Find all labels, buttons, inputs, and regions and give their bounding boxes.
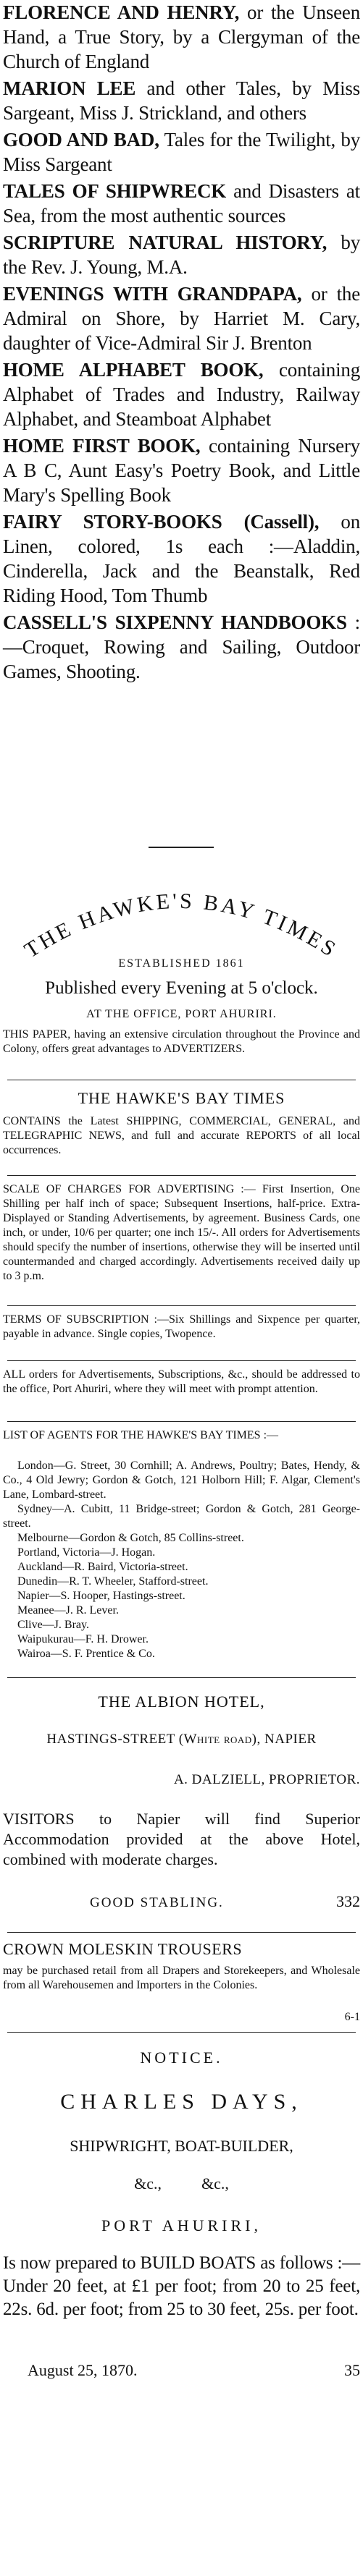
moleskin-ref: 6-1 bbox=[344, 2011, 360, 2023]
days-etc: &c., &c., bbox=[134, 2174, 229, 2192]
paper-note: THIS PAPER, having an extensive circulation throughout the Province and Colony, offers great advantages to ADVERTIZERS. bbox=[3, 1028, 360, 1055]
days-date: August 25, 1870. bbox=[28, 2361, 138, 2379]
agent-item: Waipukurau—F. H. Drower. bbox=[17, 1633, 149, 1645]
established-line: ESTABLISHED 1861 bbox=[118, 957, 245, 970]
divider bbox=[7, 2032, 356, 2033]
agent-item: Dunedin—R. T. Wheeler, Stafford-street. bbox=[17, 1575, 209, 1588]
svg-text:THE HAWKE'S BAY TIMES bbox=[20, 889, 342, 962]
agents-title: LIST OF AGENTS FOR THE HAWKE'S BAY TIMES :— bbox=[3, 1429, 279, 1441]
days-ref: 35 bbox=[344, 2361, 360, 2379]
times-box-title: THE HAWKE'S BAY TIMES bbox=[78, 1089, 285, 1107]
agent-item: London—G. Street, 30 Cornhill; A. Andrews, Poultry; Bates, Hendy, & Co., 4 Old Jewry; Gordon & Gotch, 121 Holborn Hill; F. Algar, Clement's Lane, Lombard-street. bbox=[3, 1459, 360, 1501]
moleskin-body: may be purchased retail from all Drapers and Storekeepers, and Wholesale from all Warehousemen and Importers in the Colonies. bbox=[3, 1965, 360, 1991]
book-item: FAIRY STORY-BOOKS (Cassell), on Linen, colored, 1s each :—Aladdin, Cinderella, Jack and the Beanstalk, Red Riding Hood, Tom Thumb bbox=[3, 511, 360, 606]
agent-item: Wairoa—S. F. Prentice & Co. bbox=[17, 1648, 155, 1660]
book-item: FLORENCE AND HENRY, or the Unseen Hand, a True Story, by a Clergyman of the Church of England bbox=[3, 1, 360, 72]
days-name: CHARLES DAYS, bbox=[60, 2090, 303, 2114]
divider bbox=[7, 1360, 356, 1361]
days-place: PORT AHURIRI, bbox=[101, 2216, 262, 2234]
agent-item: Clive—J. Bray. bbox=[17, 1619, 89, 1631]
divider bbox=[7, 1175, 356, 1176]
albion-title: THE ALBION HOTEL, bbox=[98, 1692, 265, 1711]
days-body: Is now prepared to BUILD BOATS as follows :—Under 20 feet, at £1 per foot; from 20 to 25 feet, 22s. 6d. per foot; from 25 to 30 feet, 25s. per foot. bbox=[3, 2253, 360, 2319]
agent-item: Meanee—J. R. Lever. bbox=[17, 1604, 119, 1617]
moleskin-title: CROWN MOLESKIN TROUSERS bbox=[3, 1940, 243, 1958]
divider bbox=[7, 1421, 356, 1422]
agent-item: Sydney—A. Cubitt, 11 Bridge-street; Gordon & Gotch, 281 George-street. bbox=[3, 1503, 360, 1530]
times-box-contents: CONTAINS the Latest SHIPPING, COMMERCIAL, GENERAL, and TELEGRAPHIC NEWS, and full and accurate REPORTS of all local occurrences. bbox=[3, 1115, 360, 1156]
book-item: HOME ALPHABET BOOK, containing Alphabet of Trades and Industry, Railway Alphabet, and Steamboat Alphabet bbox=[3, 359, 360, 430]
office-line: AT THE OFFICE, PORT AHURIRI. bbox=[86, 1008, 277, 1020]
book-item: GOOD AND BAD, Tales for the Twilight, by Miss Sargeant bbox=[3, 129, 360, 175]
book-item: MARION LEE and other Tales, by Miss Sargeant, Miss J. Strickland, and others bbox=[3, 77, 360, 124]
book-item: CASSELL'S SIXPENNY HANDBOOKS :—Croquet, Rowing and Sailing, Outdoor Games, Shooting. bbox=[3, 611, 360, 682]
albion-stabling: GOOD STABLING. bbox=[90, 1895, 224, 1910]
agent-item: Melbourne—Gordon & Gotch, 85 Collins-street. bbox=[17, 1532, 244, 1544]
days-trade: SHIPWRIGHT, BOAT-BUILDER, bbox=[70, 2137, 293, 2155]
albion-proprietor: A. DALZIELL, PROPRIETOR. bbox=[173, 1772, 360, 1787]
orders-note: ALL orders for Advertisements, Subscriptions, &c., should be addressed to the office, Port Ahuriri, where they will meet with prompt attention. bbox=[3, 1368, 360, 1395]
subscription-terms: TERMS OF SUBSCRIPTION :—Six Shillings and Sixpence per quarter, payable in advance. Single copies, Twopence. bbox=[3, 1313, 360, 1340]
book-item: TALES OF SHIPWRECK and Disasters at Sea, from the most authentic sources bbox=[3, 180, 360, 226]
published-line: Published every Evening at 5 o'clock. bbox=[45, 978, 318, 998]
divider bbox=[7, 1932, 356, 1933]
arc-title-text: THE HAWKE'S BAY TIMES bbox=[20, 889, 343, 963]
divider bbox=[7, 1677, 356, 1678]
albion-ref: 332 bbox=[336, 1892, 360, 1910]
agent-item: Napier—S. Hooper, Hastings-street. bbox=[17, 1590, 185, 1602]
albion-street: HASTINGS-STREET (White road), NAPIER bbox=[46, 1732, 317, 1747]
agents-list bbox=[3, 1459, 360, 1661]
book-item: HOME FIRST BOOK, containing Nursery A B C, Aunt Easy's Poetry Book, and Little Mary's Spelling Book bbox=[3, 435, 360, 506]
book-list bbox=[3, 0, 360, 686]
albion-body: VISITORS to Napier will find Superior Accommodation provided at the above Hotel, combined with moderate charges. bbox=[3, 1810, 360, 1868]
divider bbox=[149, 847, 214, 848]
agent-item: Portland, Victoria—J. Hogan. bbox=[17, 1546, 156, 1559]
agent-item: Auckland—R. Baird, Victoria-street. bbox=[17, 1561, 188, 1573]
divider bbox=[7, 1305, 356, 1306]
book-item: EVENINGS WITH GRANDPAPA, or the Admiral on Shore, by Harriet M. Cary, daughter of Vice-Admiral Sir J. Brenton bbox=[3, 283, 360, 354]
advertising-charges: SCALE OF CHARGES FOR ADVERTISING :— First Insertion, One Shilling per half inch of space; Subsequent Insertions, half-price. Extra-Displayed or Standing Advertisements, by agreement. Business Cards, one inch, or under, 10/6 per quarter; one inch 15/-. All orders for Advertisements should specify the number of insertions, otherwise they will be inserted until countermanded and charged accordingly. Advertisements received daily up to 3 p.m. bbox=[3, 1183, 360, 1282]
book-item: SCRIPTURE NATURAL HISTORY, by the Rev. J. Young, M.A. bbox=[3, 232, 360, 278]
notice-heading: NOTICE. bbox=[140, 2048, 223, 2067]
